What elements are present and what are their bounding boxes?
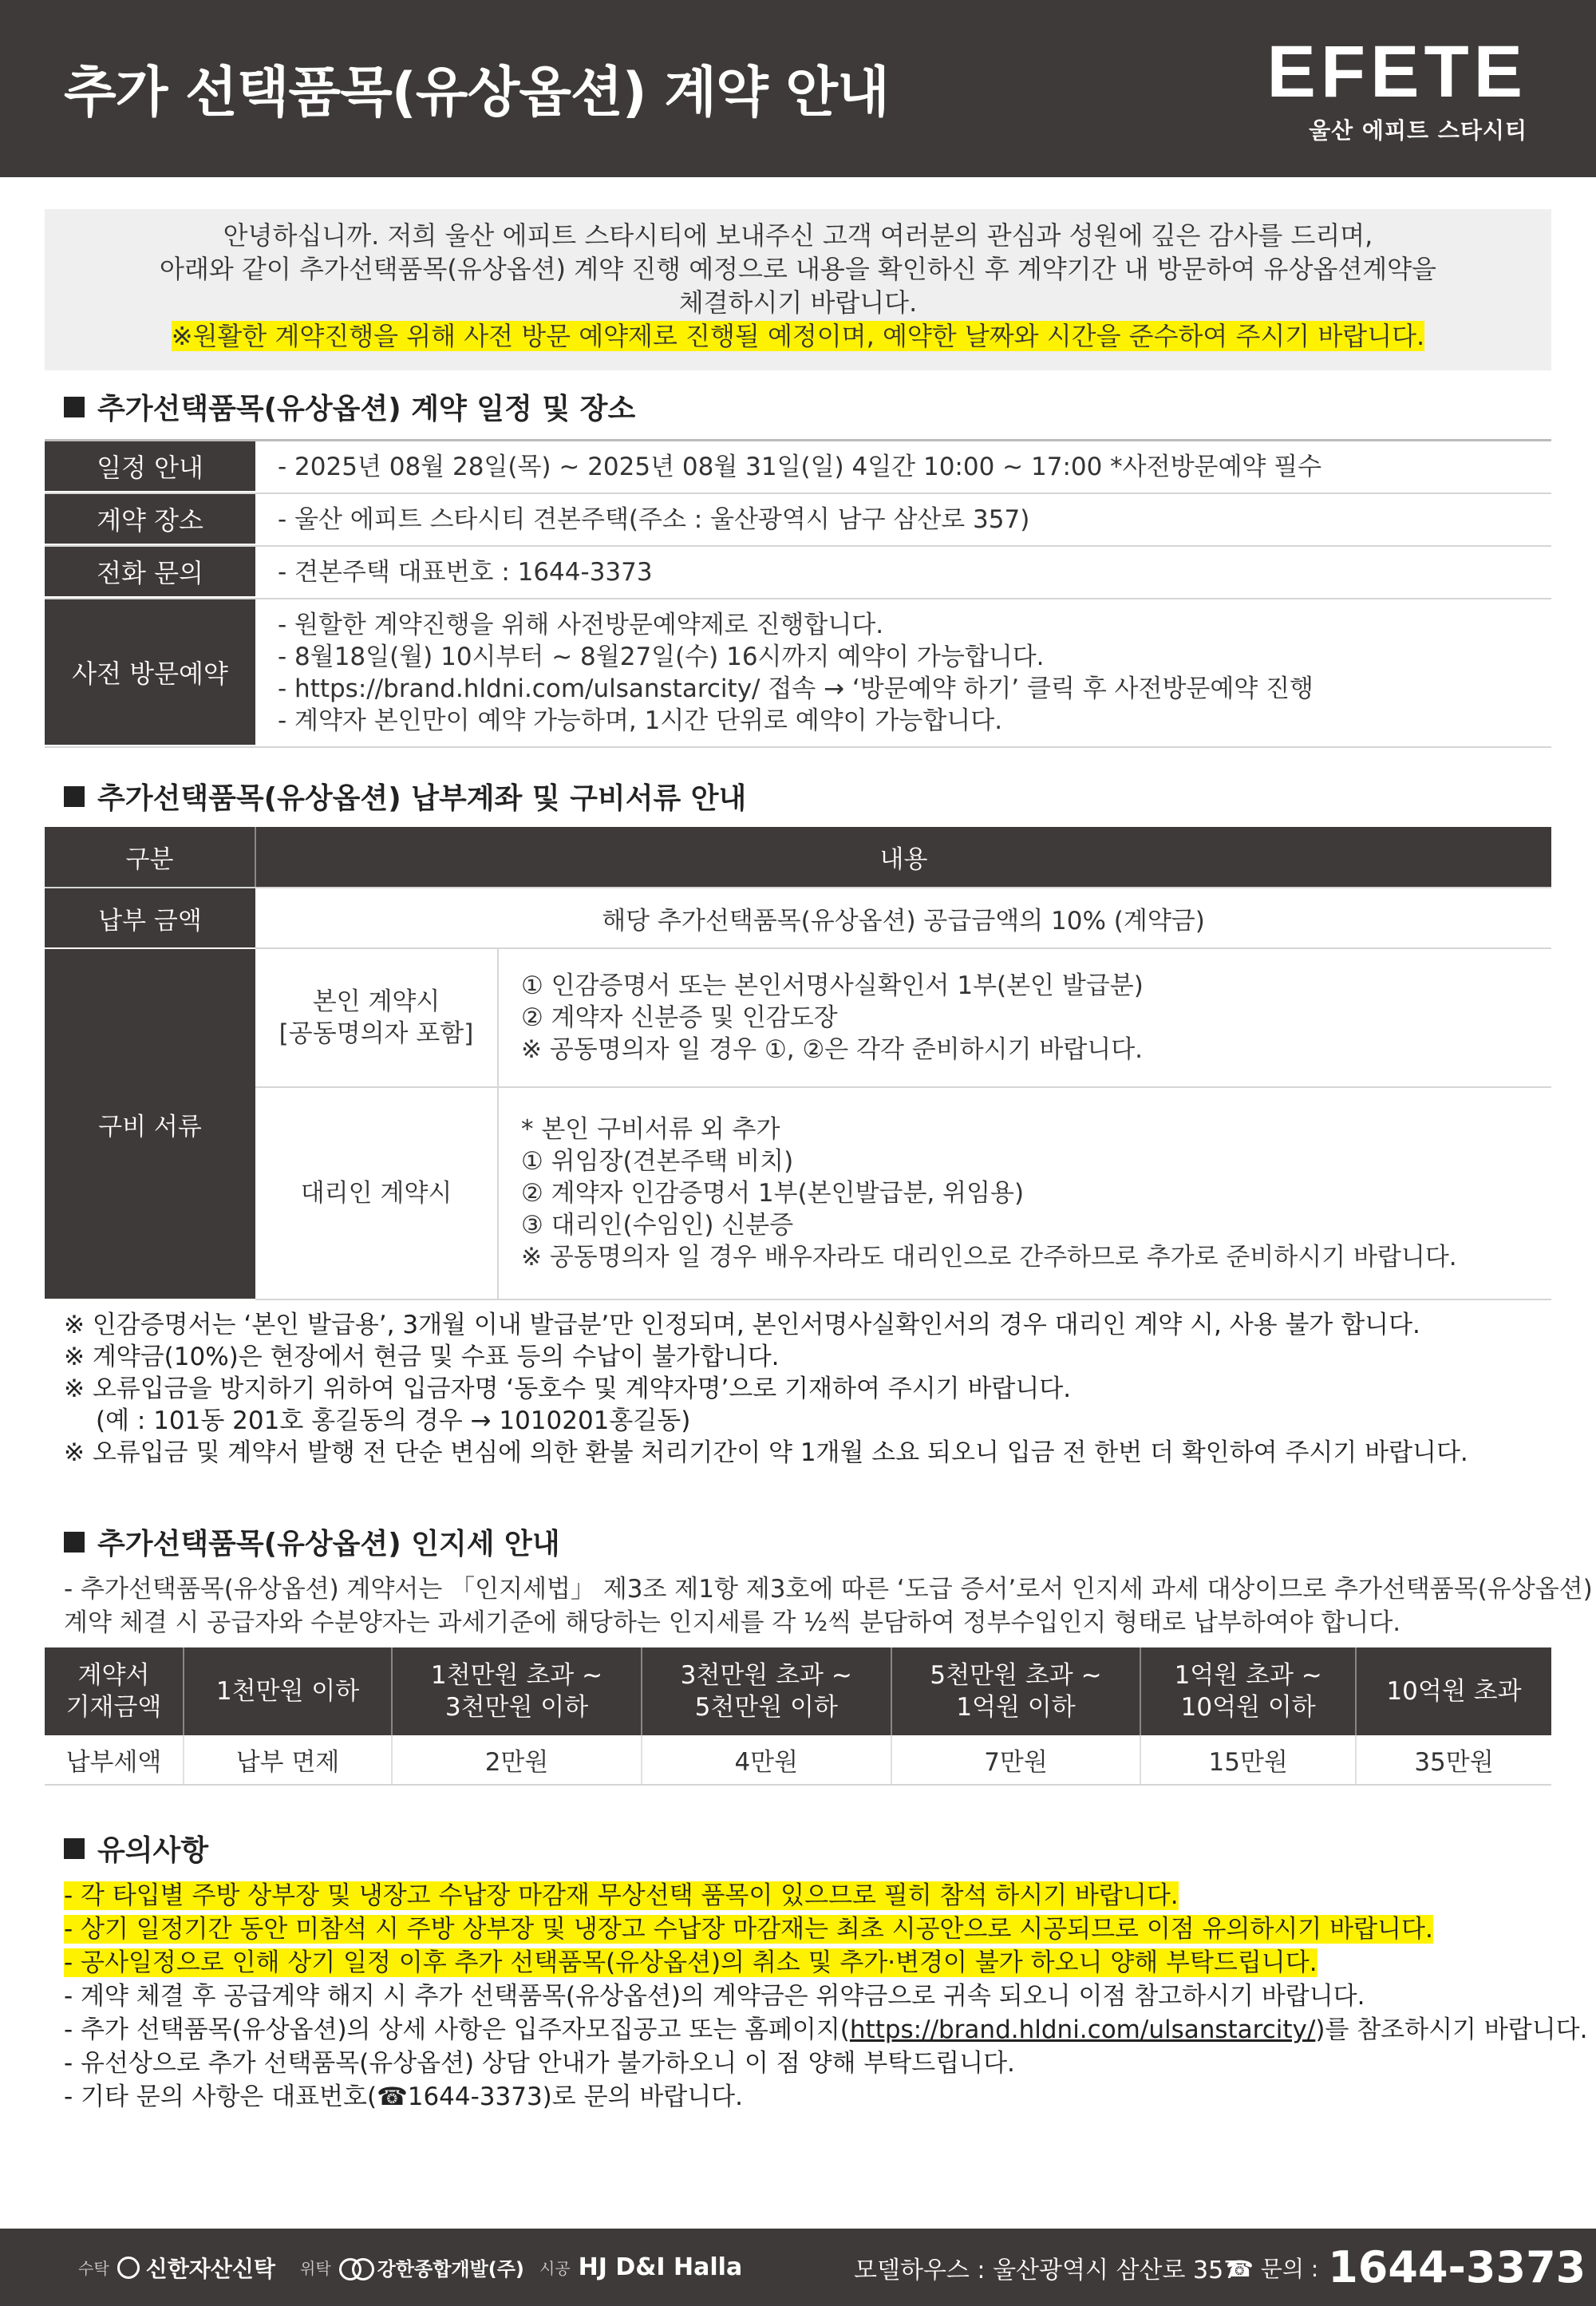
table-cell: 15만원	[1140, 1735, 1356, 1785]
row-label: 계약 장소	[45, 494, 255, 545]
schedule-table	[45, 439, 1551, 748]
caution-text: - 추가 선택품목(유상옵션)의 상세 사항은 입주자모집공고 또는 홈페이지(	[64, 2015, 850, 2044]
shinhan-logo-icon	[117, 2257, 140, 2279]
row-value: - 8월18일(월) 10시부터 ~ 8월27일(수) 16시까지 예약이 가능합니다.	[278, 643, 1045, 671]
self-label-line: 본인 계약시	[312, 987, 440, 1016]
intro-box	[45, 209, 1551, 370]
trustee-caption: 수탁	[78, 2259, 109, 2278]
self-contract-label	[255, 948, 498, 1087]
builder-caption: 시공	[539, 2259, 571, 2278]
section-heading-text: 추가선택품목(유상옵션) 인지세 안내	[97, 1528, 560, 1560]
payment-docs-table	[45, 827, 1551, 1300]
square-bullet-icon	[64, 397, 85, 417]
column-header: 계약서 기재금액	[45, 1647, 184, 1735]
row-value: - 울산 에피트 스타시티 견본주택(주소 : 울산광역시 남구 삼산로 357)	[278, 505, 1030, 534]
caution-text: )를 참조하시기 바랍니다.	[1315, 2015, 1588, 2044]
doc-line: ① 위임장(견본주택 비치)	[521, 1147, 794, 1176]
section-heading-stamp-tax	[64, 1521, 560, 1562]
agent-contract-label: 대리인 계약시	[255, 1087, 498, 1299]
caution-line: - 계약 체결 후 공급계약 해지 시 추가 선택품목(유상옵션)의 계약금은 위약금으로 귀속 되오니 이점 참고하시기 바랍니다.	[64, 1982, 1365, 2011]
note-line: ※ 인감증명서는 ‘본인 발급용’, 3개월 이내 발급분’만 인정되며, 본인서명사실확인서의 경우 대리인 계약 시, 사용 불가 합니다.	[64, 1311, 1420, 1339]
note-line: ※ 오류입금을 방지하기 위하여 입금자명 ‘동호수 및 계약자명’으로 기재하여 주시기 바랍니다.	[64, 1375, 1072, 1403]
payment-notes	[64, 1309, 1468, 1469]
intro-line-3: 체결하시기 바랍니다.	[678, 287, 918, 318]
caution-highlight: - 상기 일정기간 동안 미참석 시 주방 상부장 및 냉장고 수납장 마감재는 최초 시공안으로 시공되므로 이점 유의하시기 바랍니다.	[64, 1915, 1433, 1944]
column-header: 구분	[45, 827, 255, 888]
row-label: 사전 방문예약	[45, 599, 255, 746]
row-label: 일정 안내	[45, 441, 255, 492]
table-cell: 납부 면제	[184, 1735, 392, 1785]
stamp-tax-table	[45, 1647, 1551, 1786]
doc-line: ② 계약자 인감증명서 1부(본인발급분, 위임용)	[521, 1179, 1025, 1208]
table-row	[45, 547, 1551, 599]
builder-logo	[539, 2229, 742, 2306]
self-contract-docs	[498, 948, 1551, 1087]
column-header: 5천만원 초과 ~ 1억원 이하	[891, 1647, 1141, 1735]
row-value: - 견본주택 대표번호 : 1644-3373	[278, 558, 653, 587]
page-footer	[0, 2229, 1596, 2306]
section-heading-text: 추가선택품목(유상옵션) 계약 일정 및 장소	[97, 393, 636, 425]
section-heading-payment	[64, 776, 746, 817]
table-row	[45, 1735, 1551, 1785]
caution-line: - 유선상으로 추가 선택품목(유상옵션) 상담 안내가 불가하오니 이 점 양해 부탁드립니다.	[64, 2049, 1015, 2078]
cautions-list	[64, 1879, 1587, 2114]
caution-highlight: - 각 타입별 주방 상부장 및 냉장고 수납장 마감재 무상선택 품목이 있으므로 필히 참석 하시기 바랍니다.	[64, 1881, 1179, 1910]
caution-line: - 기타 문의 사항은 대표번호(☎1644-3373)로 문의 바랍니다.	[64, 2083, 743, 2111]
homepage-link[interactable]: https://brand.hldni.com/ulsanstarcity/	[849, 2015, 1316, 2044]
doc-line: ② 계약자 신분증 및 인감도장	[521, 1003, 838, 1032]
inquiry-phone[interactable]	[1226, 2229, 1586, 2306]
square-bullet-icon	[64, 786, 85, 807]
column-header: 3천만원 초과 ~ 5천만원 이하	[642, 1647, 891, 1735]
section-heading-text: 유의사항	[97, 1834, 209, 1867]
inquiry-label: ☎ 문의 :	[1226, 2255, 1319, 2282]
column-header: 1억원 초과 ~ 10억원 이하	[1140, 1647, 1356, 1735]
table-row	[45, 494, 1551, 547]
row-value: - 계약자 본인만이 예약 가능하며, 1시간 단위로 예약이 가능합니다.	[278, 706, 1003, 735]
row-value: - https://brand.hldni.com/ulsanstarcity/ 접속 → ‘방문예약 하기’ 클릭 후 사전방문예약 진행	[278, 674, 1314, 703]
doc-line: ① 인감증명서 또는 본인서명사실확인서 1부(본인 발급분)	[521, 971, 1144, 1000]
logo-brand-text: EFETE	[1266, 31, 1527, 113]
consignor-name: 강한종합개발(주)	[377, 2258, 524, 2280]
trustee-name: 신한자산신탁	[145, 2255, 275, 2282]
page-header	[0, 0, 1596, 177]
column-header: 10억원 초과	[1356, 1647, 1551, 1735]
intro-line-1: 안녕하십니까. 저희 울산 에피트 스타시티에 보내주신 고객 여러분의 관심과 성원에 깊은 감사를 드리며,	[223, 220, 1373, 251]
row-value: - 원할한 계약진행을 위해 사전방문예약제로 진행합니다.	[278, 611, 884, 639]
row-label: 구비 서류	[45, 948, 255, 1299]
self-label-line: [공동명의자 포함]	[279, 1019, 474, 1048]
payment-amount-value: 해당 추가선택품목(유상옵션) 공급금액의 10% (계약금)	[255, 888, 1551, 948]
section-heading-cautions	[64, 1828, 208, 1869]
section-heading-text: 추가선택품목(유상옵션) 납부계좌 및 구비서류 안내	[97, 782, 747, 815]
table-cell: 7만원	[891, 1735, 1141, 1785]
doc-line: * 본인 구비서류 외 추가	[521, 1115, 780, 1144]
consignor-logo	[300, 2229, 524, 2306]
doc-line: ※ 공동명의자 일 경우 ①, ②은 각각 준비하시기 바랍니다.	[521, 1035, 1144, 1064]
column-header: 1천만원 초과 ~ 3천만원 이하	[392, 1647, 642, 1735]
column-header: 1천만원 이하	[184, 1647, 392, 1735]
stamp-tax-description	[64, 1572, 1593, 1640]
desc-line: 계약 체결 시 공급자와 수분양자는 과세기준에 해당하는 인지세를 각 ½씩 분담하여 정부수입인지 형태로 납부하여야 합니다.	[64, 1608, 1401, 1637]
row-label: 납부 금액	[45, 888, 255, 948]
consignor-caption: 위탁	[300, 2259, 331, 2278]
agent-contract-docs	[498, 1087, 1551, 1299]
section-heading-schedule	[64, 386, 635, 427]
table-header-row	[45, 1647, 1551, 1735]
desc-line: - 추가선택품목(유상옵션) 계약서는 「인지세법」 제3조 제1항 제3호에 따른 ‘도급 증서’로서 인지세 과세 대상이므로 추가선택품목(유상옵션)	[64, 1575, 1593, 1604]
table-cell: 4만원	[642, 1735, 891, 1785]
note-line: ※ 오류입금 및 계약서 발행 전 단순 변심에 의한 환불 처리기간이 약 1개월 소요 되오니 입금 전 한번 더 확인하여 주시기 바랍니다.	[64, 1438, 1468, 1467]
logo-sub-text: 울산 에피트 스타시티	[1309, 117, 1527, 144]
note-line: (예 : 101동 201호 홍길동의 경우 → 1010201홍길동)	[96, 1406, 691, 1435]
page-title: 추가 선택품목(유상옵션) 계약 안내	[64, 61, 889, 125]
trustee-logo	[78, 2229, 275, 2306]
table-cell: 2만원	[392, 1735, 642, 1785]
doc-line: ※ 공동명의자 일 경우 배우자라도 대리인으로 간주하므로 추가로 준비하시기 바랍니다.	[521, 1243, 1457, 1272]
caution-line	[64, 2013, 1587, 2047]
intro-highlight: ※원활한 계약진행을 위해 사전 방문 예약제로 진행될 예정이며, 예약한 날짜와 시간을 준수하여 주시기 바랍니다.	[171, 321, 1425, 351]
intro-line-2: 아래와 같이 추가선택품목(유상옵션) 계약 진행 예정으로 내용을 확인하신 후 계약기간 내 방문하여 유상옵션계약을	[160, 254, 1436, 284]
note-line: ※ 계약금(10%)은 현장에서 현금 및 수표 등의 수납이 불가합니다.	[64, 1343, 780, 1371]
phone-number[interactable]: 1644-3373	[1328, 2242, 1586, 2292]
table-cell: 납부세액	[45, 1735, 184, 1785]
consignor-logo-icon	[339, 2258, 371, 2277]
doc-line: ③ 대리인(수임인) 신분증	[521, 1211, 794, 1240]
column-header: 내용	[255, 827, 1551, 888]
brand-logo	[1266, 31, 1527, 145]
row-label: 전화 문의	[45, 547, 255, 598]
caution-highlight: - 공사일정으로 인해 상기 일정 이후 추가 선택품목(유상옵션)의 취소 및 추가·변경이 불가 하오니 양해 부탁드립니다.	[64, 1948, 1317, 1977]
model-house-address: 모델하우스 : 울산광역시 삼산로 357	[854, 2256, 1239, 2284]
table-row	[45, 441, 1551, 494]
square-bullet-icon	[64, 1838, 85, 1859]
row-value: - 2025년 08월 28일(목) ~ 2025년 08월 31일(일) 4일간 10:00 ~ 17:00 *사전방문예약 필수	[278, 453, 1322, 481]
table-row	[45, 599, 1551, 748]
builder-name: HJ D&I Halla	[578, 2253, 743, 2281]
square-bullet-icon	[64, 1532, 85, 1552]
table-cell: 35만원	[1356, 1735, 1551, 1785]
